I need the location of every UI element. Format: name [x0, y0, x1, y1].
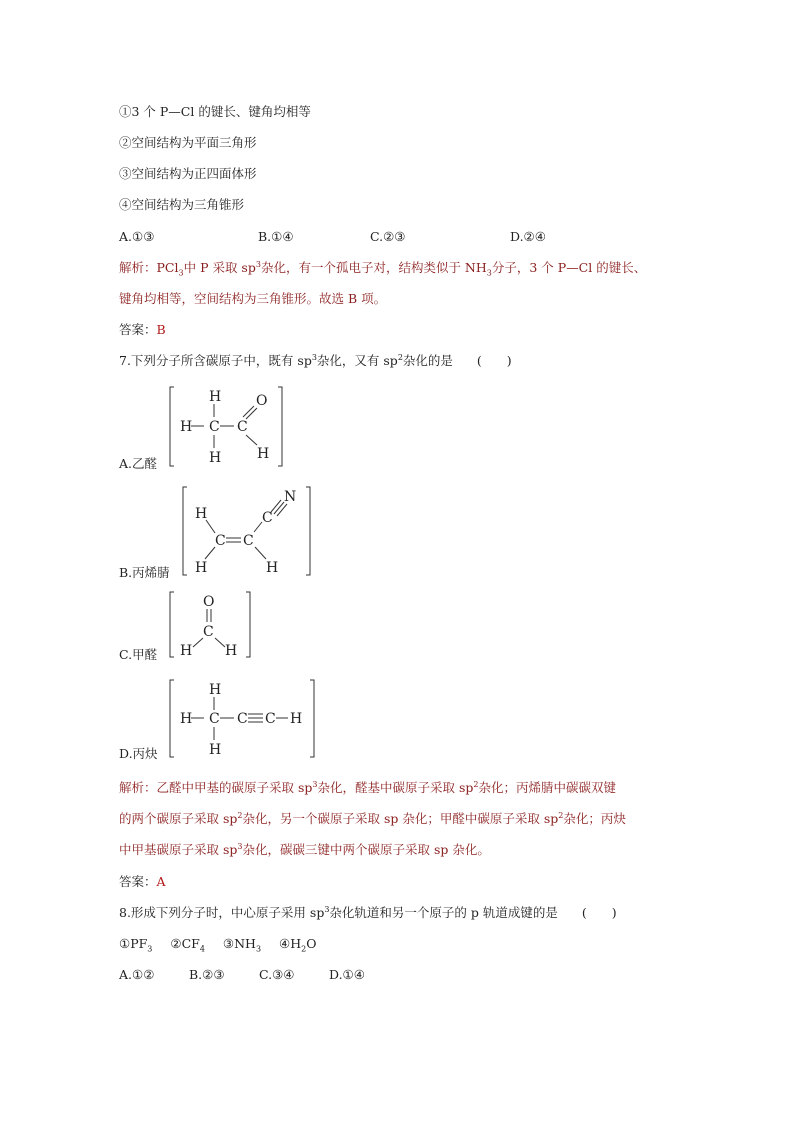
atom-h: H [225, 643, 238, 659]
right-bracket [310, 680, 314, 757]
subscript: 4 [199, 944, 205, 954]
analysis-text: 乙醛中甲基的碳原子采取 sp [156, 780, 313, 795]
superscript: 3 [237, 841, 243, 851]
subscript: 3 [178, 268, 184, 278]
q7-stem [119, 353, 512, 369]
analysis-text: 杂化，碳碳三键中两个碳原子采取 sp 杂化。 [242, 842, 490, 857]
subscript: 3 [255, 944, 262, 954]
q8-option-c: C.③④ [259, 967, 295, 982]
q6-analysis-line-2: 键角均相等，空间结构为三角锥形。故选 B 项。 [119, 291, 387, 306]
q6-analysis-line-1 [119, 260, 646, 276]
q6-statement-2: ②空间结构为平面三角形 [119, 135, 257, 150]
subscript: 2 [301, 944, 307, 954]
analysis-text: 杂化，醛基中碳原子采取 sp [317, 780, 474, 795]
answer-label: 答案： [119, 322, 157, 337]
atom-h: H [290, 711, 303, 727]
q8-item-1: ①PF [119, 936, 148, 951]
superscript: 3 [311, 352, 317, 362]
acrylonitrile-structure [178, 484, 318, 578]
atom-h: H [266, 560, 279, 576]
atom-h: H [180, 711, 193, 727]
answer-parenthesis: ( ) [581, 905, 617, 920]
atom-o: O [203, 594, 215, 610]
atom-h: H [209, 450, 222, 466]
right-bracket [306, 487, 310, 575]
analysis-text: 杂化；丙炔 [563, 811, 626, 826]
atom-o: O [256, 393, 268, 409]
right-bracket [278, 387, 282, 466]
atom-c: C [237, 419, 248, 435]
q6-option-b: B.①④ [258, 229, 294, 244]
subscript: 3 [147, 944, 153, 954]
analysis-text: 杂化；丙烯腈中碳碳双键 [478, 780, 616, 795]
superscript: 2 [397, 352, 403, 362]
stem-text: 7.下列分子所含碳原子中，既有 sp [119, 353, 312, 368]
atom-c: C [215, 533, 226, 549]
superscript: 3 [312, 779, 318, 789]
atom-h: H [195, 506, 208, 522]
q6-option-c: C.②③ [370, 229, 406, 244]
propyne-structure [165, 677, 320, 761]
q8-item-2: ②CF [170, 936, 200, 951]
analysis-label: 解析： [119, 780, 157, 795]
right-bracket [246, 592, 250, 657]
q6-statement-4: ④空间结构为三角锥形 [119, 197, 245, 212]
analysis-text: 中甲基碳原子采取 sp [119, 842, 238, 857]
atom-h: H [257, 446, 270, 462]
stem-text: 8.形成下列分子时，中心原子采用 sp [119, 905, 325, 920]
atom-c: C [209, 711, 220, 727]
q7-option-c-label: C.甲醛 [119, 647, 158, 662]
acetaldehyde-structure [165, 384, 290, 470]
left-bracket [170, 387, 174, 466]
atom-h: H [180, 419, 193, 435]
q7-answer [119, 874, 166, 890]
q8-option-a: A.①② [119, 967, 155, 982]
atom-c: C [209, 419, 220, 435]
formula-text: PCl [156, 260, 179, 275]
q8-stem [119, 905, 617, 921]
analysis-text: 分子，3 个 P—Cl 的键长、 [491, 260, 647, 275]
left-bracket [170, 680, 174, 757]
stem-text: 杂化轨道和另一个原子的 p 轨道成键的是 [329, 905, 558, 920]
q7-option-a-label: A.乙醛 [119, 456, 158, 471]
q7-option-d-label: D.丙炔 [119, 746, 158, 761]
superscript: 2 [473, 779, 479, 789]
q6-statement-3: ③空间结构为正四面体形 [119, 166, 257, 181]
atom-c: C [262, 510, 273, 526]
q8-item-3: ③NH [222, 936, 256, 951]
q6-option-a: A.①③ [119, 229, 155, 244]
answer-parenthesis: ( ) [476, 353, 512, 368]
superscript: 3 [324, 904, 330, 914]
q8-option-b: B.②③ [189, 967, 225, 982]
atom-c: C [203, 624, 214, 640]
q8-item-4-tail: O [306, 936, 317, 951]
superscript: 2 [237, 810, 243, 820]
atom-c: C [243, 533, 254, 549]
analysis-text: 杂化，另一个碳原子采取 sp 杂化；甲醛中碳原子采取 sp [242, 811, 559, 826]
analysis-text: 中 P 采取 sp [183, 260, 256, 275]
superscript: 3 [255, 259, 261, 269]
q7-option-b-label: B.丙烯腈 [119, 565, 170, 580]
formaldehyde-structure [165, 589, 260, 661]
atom-h: H [195, 560, 208, 576]
atom-c: C [265, 711, 276, 727]
atom-n: N [284, 489, 297, 505]
left-bracket [170, 592, 174, 657]
q7-analysis-line-1 [119, 780, 616, 796]
analysis-text: 杂化，有一个孤电子对，结构类似于 NH [260, 260, 487, 275]
atom-h: H [180, 643, 193, 659]
q7-analysis-line-3 [119, 842, 490, 858]
atom-h: H [209, 742, 222, 758]
left-bracket [183, 487, 187, 575]
q8-option-d: D.①④ [329, 967, 365, 982]
q8-item-4: ④H [279, 936, 302, 951]
q7-analysis-line-2 [119, 811, 626, 827]
stem-text: 杂化的是 [402, 353, 453, 368]
q6-option-d: D.②④ [510, 229, 546, 244]
answer-value: A [156, 874, 166, 889]
subscript: 3 [486, 268, 492, 278]
analysis-label: 解析： [119, 260, 157, 275]
answer-label: 答案： [119, 874, 157, 889]
analysis-text: 的两个碳原子采取 sp [119, 811, 238, 826]
superscript: 2 [558, 810, 564, 820]
q6-answer [119, 322, 166, 338]
stem-text: 杂化，又有 sp [316, 353, 398, 368]
atom-h: H [209, 389, 222, 405]
atom-c: C [237, 711, 248, 727]
q6-statement-1: ①3 个 P—Cl 的键长、键角均相等 [119, 104, 311, 119]
atom-h: H [209, 682, 222, 698]
answer-value: B [156, 322, 166, 337]
q8-items [119, 936, 316, 952]
